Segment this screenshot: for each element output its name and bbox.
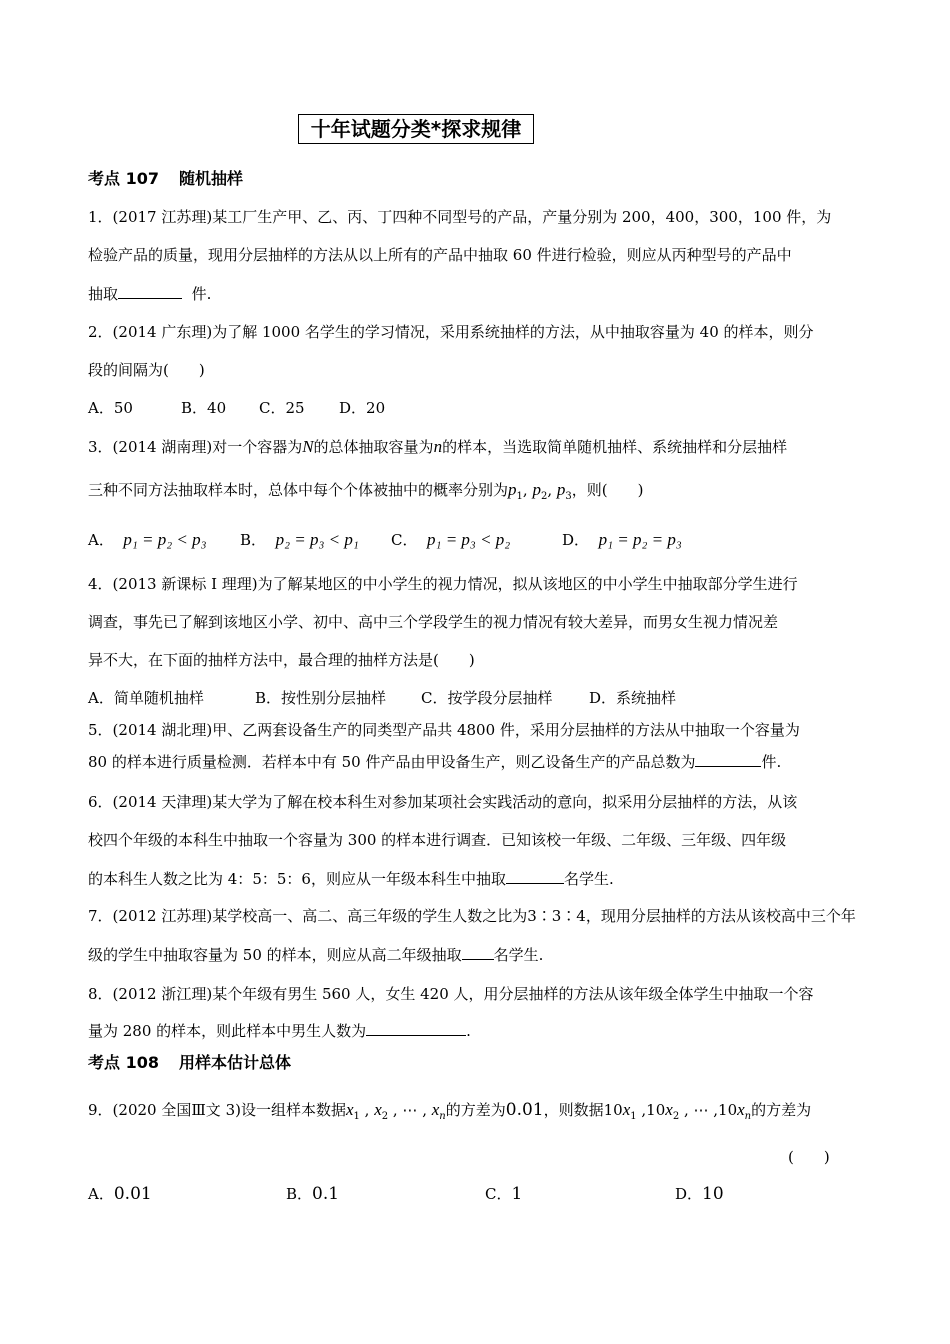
q4-option-c: C．按学段分层抽样: [421, 689, 553, 707]
answer-blank[interactable]: [695, 752, 761, 767]
option-math: p₁ = p₃ < p₂: [427, 530, 511, 549]
q6-text-end: 名学生.: [563, 870, 614, 888]
option-value: 10: [702, 1184, 724, 1204]
q9-line-1: [88, 1100, 811, 1127]
option-letter: D．: [562, 531, 590, 549]
q6-text: 的本科生人数之比为 4：5：5：6，则应从一年级本科生中抽取: [88, 870, 506, 888]
option-letter: C．: [485, 1185, 512, 1203]
q5-text: 80 的样本进行质量检测．若样本中有 50 件产品由甲设备生产，则乙设备生产的产品总数为: [88, 753, 696, 771]
var-p: p: [508, 480, 517, 499]
q4-line-2: 调查，事先已了解到该地区小学、初中、高中三个学段学生的视力情况有较大差异，而男女生视力情况差: [88, 613, 779, 631]
q3-option-b: [240, 530, 359, 550]
q4-line-1: 4．(2013 新课标 I 理理)为了解某地区的中小学生的视力情况，拟从该地区的中小学生中抽取部分学生进行: [88, 575, 798, 593]
q6-line-3: [88, 869, 614, 889]
option-letter: B．: [240, 531, 267, 549]
q9-text: 的方差为: [445, 1101, 506, 1119]
option-letter: D．: [675, 1185, 703, 1203]
option-math: p₁ = p₂ < p₃: [123, 530, 207, 549]
var-p: p: [532, 480, 541, 499]
q1-text-end: 件.: [191, 285, 212, 303]
q7-line-1: 7．(2012 江苏理)某学校高一、高二、高三年级的学生人数之比为3∶3∶4，现用分层抽样的方法从该校高中三个年: [88, 907, 856, 925]
q3-option-a: [88, 530, 207, 550]
option-value: 0.1: [312, 1184, 340, 1204]
q1-text: 抽取: [88, 285, 119, 303]
scaled-data-list: $10x_1$ $,10x_2$ , ⋯ $,10x_n$: [603, 1100, 752, 1122]
q3-text: 的总体抽取容量为: [313, 438, 434, 456]
q9-text: ，则数据: [543, 1101, 604, 1119]
q4-option-a: A．简单随机抽样: [88, 689, 204, 707]
q3-text: 的样本，当选取简单随机抽样、系统抽样和分层抽样: [442, 438, 788, 456]
section-heading-107: [88, 168, 243, 190]
q2-line-2: 段的间隔为( ): [88, 361, 205, 379]
page-title: 十年试题分类*探求规律: [298, 114, 534, 144]
q3-line-1: [88, 437, 787, 457]
var-n: n: [433, 437, 443, 456]
q3-option-d: [562, 530, 682, 550]
option-letter: B．: [286, 1185, 313, 1203]
q5-line-1: 5．(2014 湖北理)甲、乙两套设备生产的同类型产品共 4800 件，采用分层抽样的方法从中抽取一个容量为: [88, 721, 800, 739]
q9-text: 9．(2020 全国Ⅲ文 3)设一组样本数据: [88, 1101, 346, 1119]
q9-option-a: [88, 1184, 152, 1204]
section-name: 随机抽样: [178, 169, 243, 188]
p-list: $p_1$, $p_2$, $p_3$: [508, 480, 572, 502]
section-heading-108: [88, 1052, 291, 1074]
q8-text-end: .: [466, 1022, 471, 1040]
q6-line-1: 6．(2014 天津理)某大学为了解在校本科生对参加某项社会实践活动的意向，拟采用分层抽样的方法，从该: [88, 793, 798, 811]
q9-variance: 0.01: [505, 1100, 544, 1120]
answer-blank[interactable]: [366, 1021, 466, 1036]
q4-line-3: 异不大，在下面的抽样方法中，最合理的抽样方法是( ): [88, 651, 475, 669]
q9-text: 的方差为: [751, 1101, 812, 1119]
q1-line-3: [88, 284, 211, 304]
q8-text: 量为 280 的样本，则此样本中男生人数为: [88, 1022, 367, 1040]
q5-line-2: [88, 752, 781, 772]
option-value: 0.01: [113, 1184, 152, 1204]
q7-line-2: [88, 945, 543, 965]
q1-line-1: 1．(2017 江苏理)某工厂生产甲、乙、丙、丁四种不同型号的产品，产量分别为 200，400，300，100 件，为: [88, 208, 832, 226]
option-math: p₂ = p₃ < p₁: [275, 530, 359, 549]
q9-option-c: [485, 1184, 522, 1204]
option-value: 1: [511, 1184, 523, 1204]
q2-option-b: B．40: [181, 399, 227, 417]
q3-text: 3．(2014 湖南理)对一个容器为: [88, 438, 303, 456]
q7-text-end: 名学生.: [493, 946, 544, 964]
q4-option-b: B．按性别分层抽样: [255, 689, 387, 707]
section-name: 用样本估计总体: [178, 1053, 291, 1072]
q3-option-c: [391, 530, 510, 550]
var-p: p: [556, 480, 566, 499]
q8-line-1: 8．(2012 浙江理)某个年级有男生 560 人，女生 420 人，用分层抽样的方法从该年级全体学生中抽取一个容: [88, 985, 814, 1003]
q1-line-2: 检验产品的质量，现用分层抽样的方法从以上所有的产品中抽取 60 件进行检验，则应从丙种型号的产品中: [88, 246, 792, 264]
q9-option-d: [675, 1184, 724, 1204]
section-label: 考点 107: [88, 169, 159, 188]
q2-option-c: C．25: [259, 399, 305, 417]
answer-blank[interactable]: [118, 284, 182, 299]
q2-option-d: D．20: [339, 399, 386, 417]
q8-line-2: [88, 1021, 471, 1041]
var-N: N: [302, 437, 314, 456]
q2-option-a: A．50: [88, 399, 133, 417]
option-letter: A．: [88, 1185, 114, 1203]
section-label: 考点 108: [88, 1053, 159, 1072]
q2-line-1: 2．(2014 广东理)为了解 1000 名学生的学习情况，采用系统抽样的方法，从中抽取容量为 40 的样本，则分: [88, 323, 814, 341]
q3-text: 三种不同方法抽取样本时，总体中每个个体被抽中的概率分别为: [88, 481, 509, 499]
q3-line-2: [88, 480, 643, 507]
option-letter: C．: [391, 531, 418, 549]
q4-option-d: D．系统抽样: [589, 689, 677, 707]
option-math: p₁ = p₂ = p₃: [598, 530, 682, 549]
q5-text-end: 件.: [761, 753, 782, 771]
q6-line-2: 校四个年级的本科生中抽取一个容量为 300 的样本进行调查．已知该校一年级、二年级、三年级、四年级: [88, 831, 787, 849]
q9-answer-paren: ( ): [788, 1148, 830, 1166]
option-letter: A．: [88, 531, 114, 549]
sample-data-list: $x_1$ , $x_2$ , ⋯ , $x_n$: [345, 1100, 446, 1122]
answer-blank[interactable]: [462, 945, 494, 960]
q7-text: 级的学生中抽取容量为 50 的样本，则应从高二年级抽取: [88, 946, 462, 964]
q9-option-b: [286, 1184, 339, 1204]
answer-blank[interactable]: [506, 869, 564, 884]
q3-text: ，则( ): [571, 481, 644, 499]
